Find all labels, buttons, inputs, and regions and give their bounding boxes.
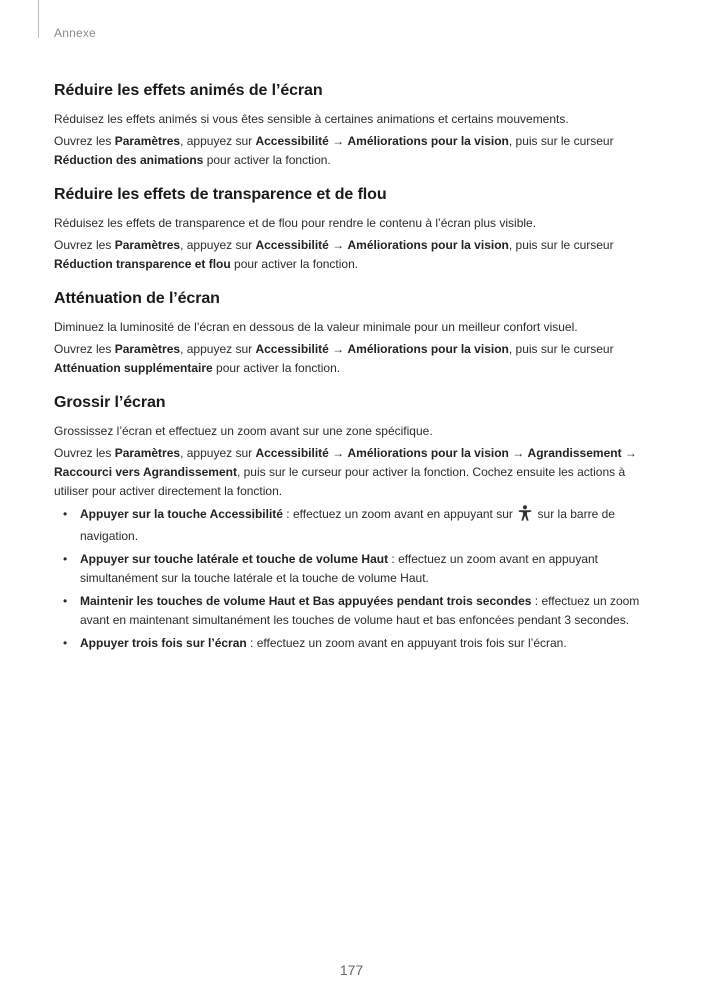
menu-path-accessibility: Accessibilité — [255, 238, 329, 252]
menu-path-vision: Améliorations pour la vision — [347, 446, 509, 460]
section-title: Grossir l’écran — [54, 394, 166, 411]
section-reduce-animations — [54, 82, 654, 170]
option-title: Appuyer sur la touche Accessibilité — [80, 507, 283, 521]
option-title: Appuyer trois fois sur l’écran — [80, 636, 247, 650]
section-title: Réduire les effets de transparence et de flou — [54, 186, 387, 203]
menu-path-option: Réduction transparence et flou — [54, 257, 231, 271]
option-title: Maintenir les touches de volume Haut et Bas appuyées pendant trois secondes — [80, 594, 532, 608]
menu-path-settings: Paramètres — [114, 446, 181, 460]
menu-path-vision: Améliorations pour la vision — [347, 134, 509, 148]
section-intro: Réduisez les effets animés si vous êtes sensible à certaines animations et certains mouvements. — [54, 112, 569, 126]
header-divider — [38, 0, 39, 38]
arrow-separator: → — [621, 446, 637, 460]
list-item: • Maintenir les touches de volume Haut et Bas appuyées pendant trois secondes : effectuez un zoom avant en maintenant simultanément les touches de volume haut et bas enfoncées pendant 3 secondes. — [63, 594, 640, 627]
option-title: Appuyer sur touche latérale et touche de volume Haut — [80, 552, 389, 566]
menu-path-accessibility: Accessibilité — [255, 134, 329, 148]
accessibility-icon — [518, 505, 532, 527]
arrow-separator: → — [328, 238, 348, 252]
list-item: • Appuyer sur touche latérale et touche de volume Haut : effectuez un zoom avant en appuyant simultanément sur la touche latérale et la touche de volume Haut. — [63, 552, 599, 585]
section-intro: Réduisez les effets de transparence et de flou pour rendre le contenu à l’écran plus visible. — [54, 216, 537, 230]
bullet: • — [63, 594, 68, 608]
section-intro: Grossissez l’écran et effectuez un zoom avant sur une zone spécifique. — [54, 424, 433, 438]
section-instructions: Ouvrez les Paramètres, appuyez sur Accessibilité → Améliorations pour la vision, puis sur le curseur Atténuation supplémentaire pour activer la fonction. — [54, 342, 614, 375]
menu-path-accessibility: Accessibilité — [255, 446, 329, 460]
section-title: Réduire les effets animés de l’écran — [54, 82, 323, 99]
menu-path-vision: Améliorations pour la vision — [347, 342, 509, 356]
arrow-separator: → — [328, 134, 348, 148]
arrow-separator: → — [328, 342, 348, 356]
section-instructions: Ouvrez les Paramètres, appuyez sur Accessibilité → Améliorations pour la vision → Agrandissement → Raccourci vers Agrandissement, puis sur le curseur pour activer la fonction. Cochez ensuite les actions à utiliser pour activer directement la fonction. — [54, 446, 637, 498]
menu-path-vision: Améliorations pour la vision — [347, 238, 509, 252]
list-item: • Appuyer trois fois sur l’écran : effectuez un zoom avant en appuyant trois fois sur l’écran. — [54, 634, 654, 653]
section-intro: Diminuez la luminosité de l’écran en dessous de la valeur minimale pour un meilleur confort visuel. — [54, 320, 578, 334]
menu-path-option: Réduction des animations — [54, 153, 204, 167]
page-content — [54, 82, 654, 669]
arrow-separator: → — [508, 446, 528, 460]
section-instructions: Ouvrez les Paramètres, appuyez sur Accessibilité → Améliorations pour la vision, puis sur le curseur Réduction des animations pour activer la fonction. — [54, 134, 614, 167]
section-reduce-transparency — [54, 186, 654, 274]
bullet: • — [63, 636, 68, 650]
arrow-separator: → — [328, 446, 348, 460]
bullet: • — [63, 552, 68, 566]
magnification-options-list — [54, 505, 654, 653]
menu-path-settings: Paramètres — [114, 238, 181, 252]
section-title: Atténuation de l’écran — [54, 290, 220, 307]
bullet: • — [63, 507, 68, 521]
header-label: Annexe — [54, 26, 96, 40]
menu-path-magnification-shortcut: Raccourci vers Agrandissement — [54, 465, 237, 479]
page-number: 177 — [339, 962, 364, 978]
menu-path-accessibility: Accessibilité — [255, 342, 329, 356]
menu-path-settings: Paramètres — [114, 134, 181, 148]
section-magnify-screen — [54, 394, 654, 653]
section-instructions: Ouvrez les Paramètres, appuyez sur Accessibilité → Améliorations pour la vision, puis sur le curseur Réduction transparence et flou pour activer la fonction. — [54, 238, 614, 271]
menu-path-settings: Paramètres — [114, 342, 181, 356]
menu-path-magnification: Agrandissement — [527, 446, 622, 460]
section-screen-dimming — [54, 290, 654, 378]
list-item: • Appuyer sur la touche Accessibilité : effectuez un zoom avant en appuyant sur sur la barre de navigation. — [63, 507, 615, 543]
menu-path-option: Atténuation supplémentaire — [54, 361, 213, 375]
